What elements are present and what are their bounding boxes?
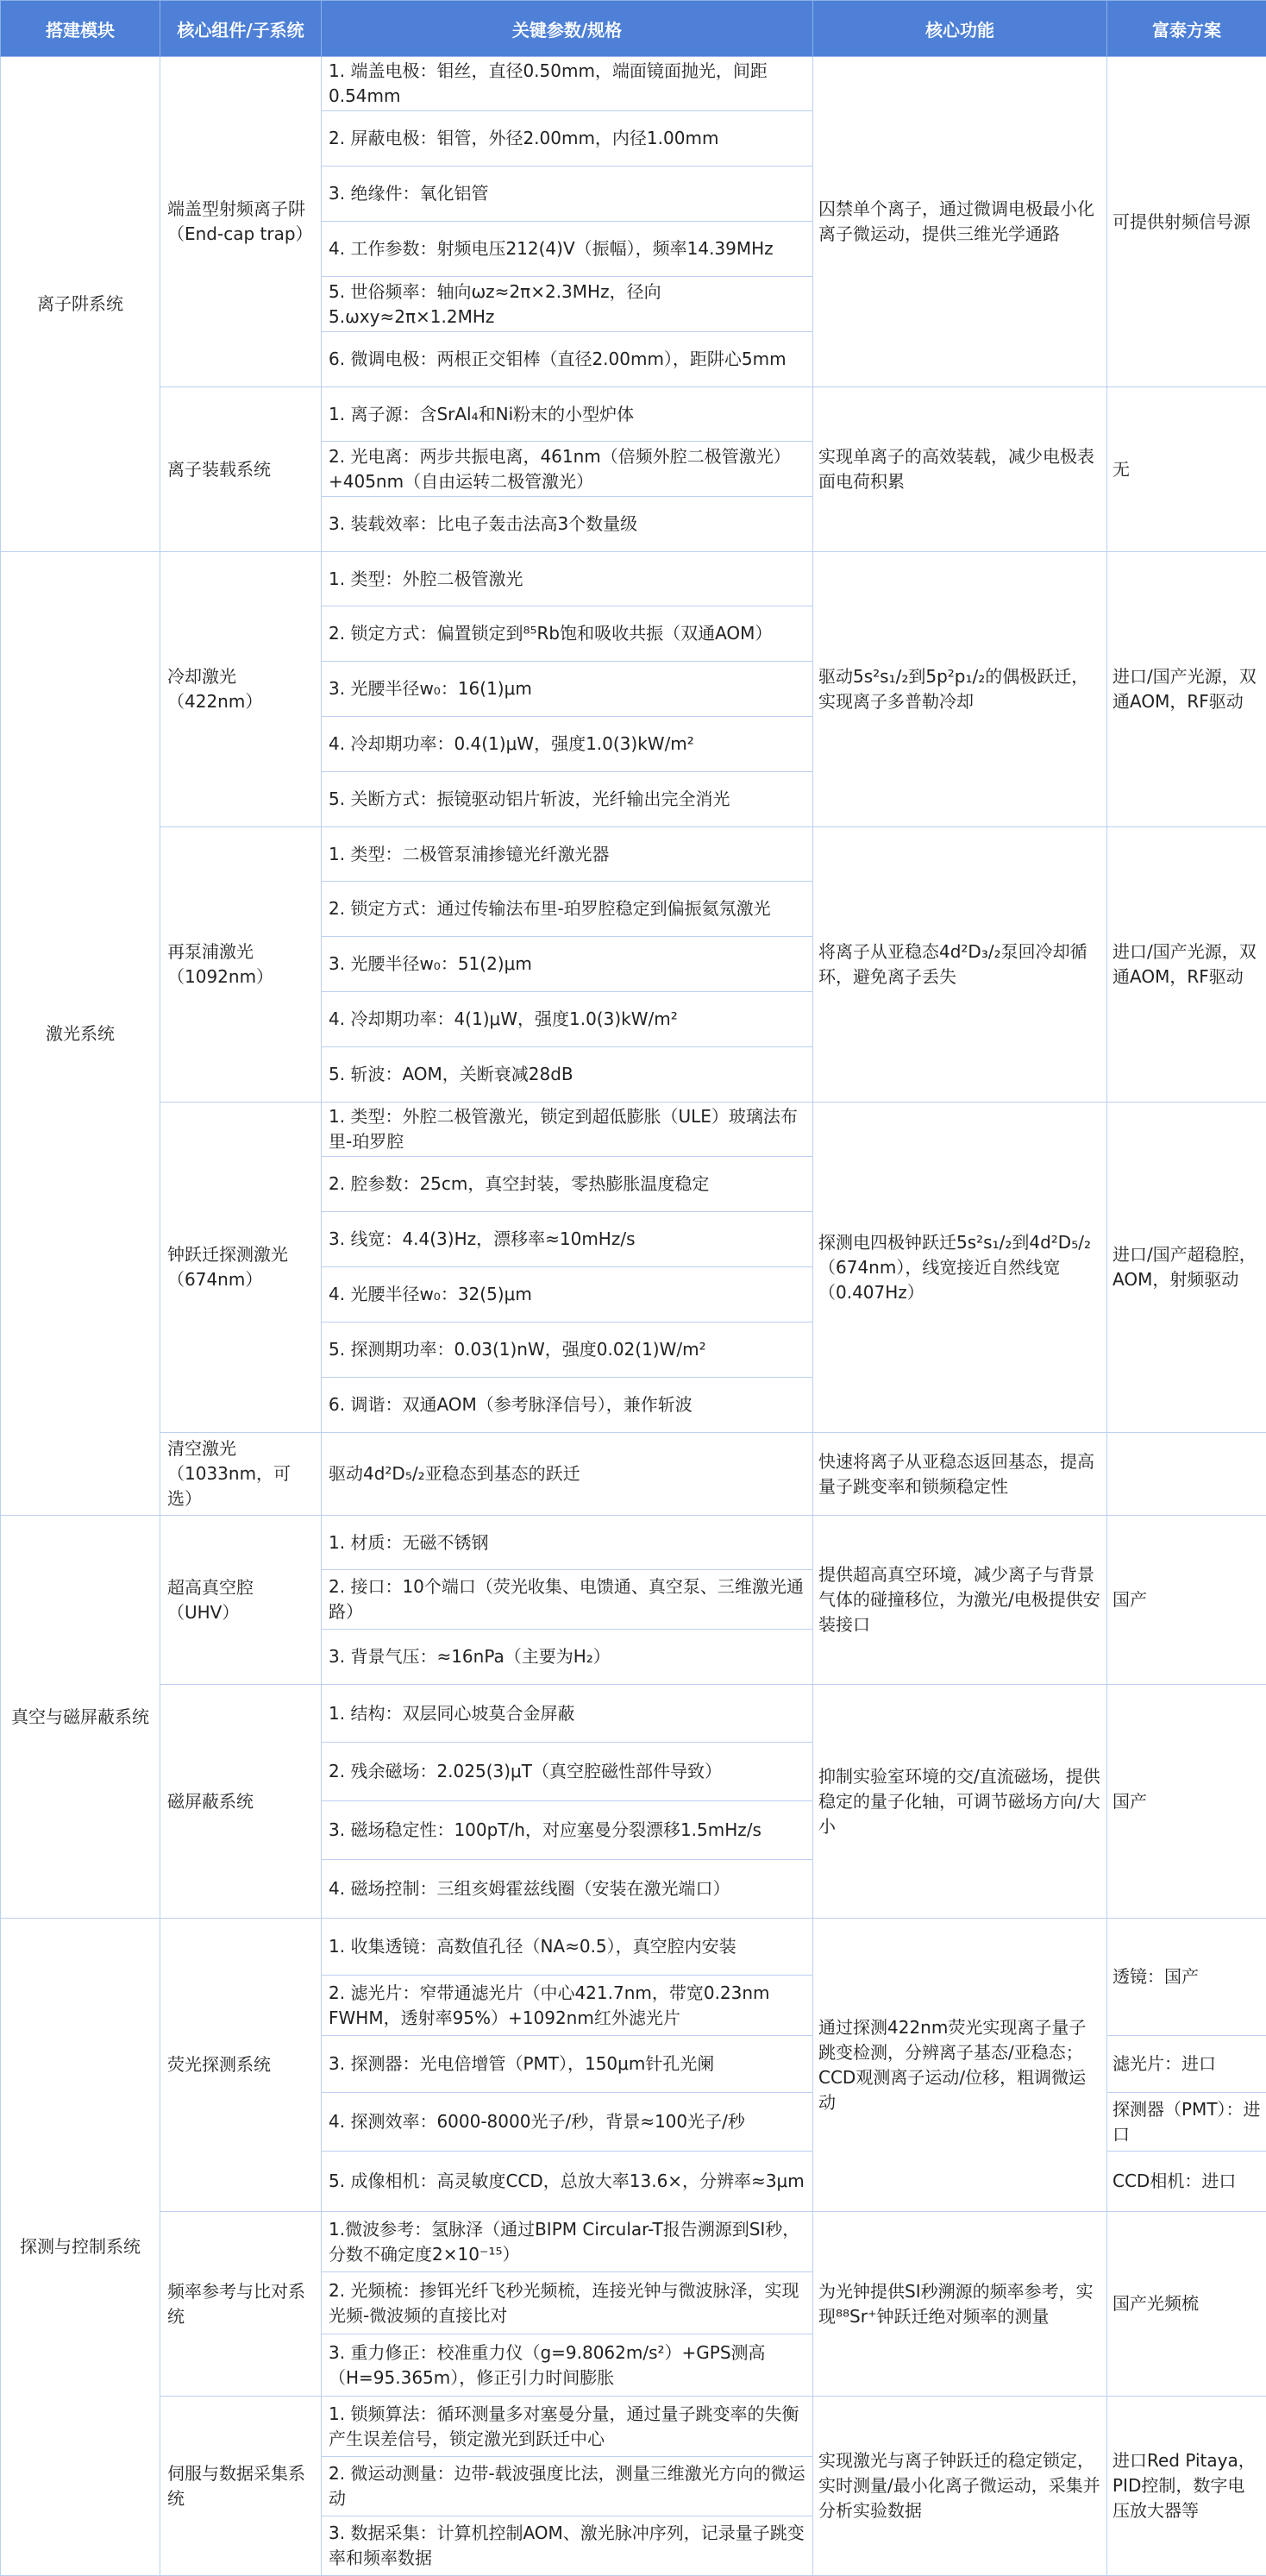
solution-cell: 进口/国产光源，双通AOM，RF驱动 bbox=[1107, 827, 1266, 1103]
table-row bbox=[1, 1433, 1266, 1516]
param-cell: 1. 结构：双层同心坡莫合金屏蔽 bbox=[322, 1685, 813, 1743]
col-header-component: 核心组件/子系统 bbox=[160, 1, 322, 57]
solution-cell bbox=[1107, 1433, 1266, 1516]
param-cell: 2. 腔参数：25cm，真空封装，零热膨胀温度稳定 bbox=[322, 1157, 813, 1212]
param-cell: 4. 探测效率：6000-8000光子/秒，背景≈100光子/秒 bbox=[322, 2093, 813, 2152]
param-cell: 2. 微运动测量：边带-载波强度比法，测量三维激光方向的微运动 bbox=[322, 2457, 813, 2516]
param-cell: 3. 装载效率：比电子轰击法高3个数量级 bbox=[322, 497, 813, 552]
param-cell: 3. 磁场稳定性：100pT/h，对应塞曼分裂漂移1.5mHz/s bbox=[322, 1801, 813, 1860]
param-cell: 4. 冷却期功率：0.4(1)μW，强度1.0(3)kW/m² bbox=[322, 717, 813, 772]
param-cell: 5. 关断方式：振镜驱动铝片斩波，光纤输出完全消光 bbox=[322, 772, 813, 827]
param-cell: 驱动4d²D₅/₂亚稳态到基态的跃迁 bbox=[322, 1433, 813, 1516]
param-cell: 4. 光腰半径w₀：32(5)μm bbox=[322, 1267, 813, 1323]
param-cell: 1. 类型：外腔二极管激光 bbox=[322, 552, 813, 606]
param-cell: 1. 端盖电极：钼丝，直径0.50mm，端面镜面抛光，间距0.54mm bbox=[322, 57, 813, 111]
param-cell: 1. 类型：二极管泵浦掺镱光纤激光器 bbox=[322, 827, 813, 882]
table-row bbox=[1, 1103, 1266, 1157]
param-cell: 4. 磁场控制：三组亥姆霍兹线圈（安装在激光端口） bbox=[322, 1860, 813, 1919]
component-cell: 频率参考与比对系统 bbox=[160, 2212, 322, 2397]
function-cell: 将离子从亚稳态4d²D₃/₂泵回冷却循环，避免离子丢失 bbox=[813, 827, 1107, 1103]
component-cell: 冷却激光（422nm） bbox=[160, 552, 322, 827]
table-row bbox=[1, 2397, 1266, 2457]
param-cell: 3. 线宽：4.4(3)Hz，漂移率≈10mHz/s bbox=[322, 1212, 813, 1267]
param-cell: 5. 探测期功率：0.03(1)nW，强度0.02(1)W/m² bbox=[322, 1323, 813, 1378]
param-cell: 1. 材质：无磁不锈钢 bbox=[322, 1516, 813, 1570]
param-cell: 2. 光频梳：掺铒光纤飞秒光频梳，连接光钟与微波脉泽，实现光频-微波频的直接比对 bbox=[322, 2272, 813, 2334]
solution-cell: 国产 bbox=[1107, 1685, 1266, 1919]
table-row bbox=[1, 57, 1266, 111]
param-cell: 3. 探测器：光电倍增管（PMT），150μm针孔光阑 bbox=[322, 2036, 813, 2093]
function-cell: 实现单离子的高效装载，减少电极表面电荷积累 bbox=[813, 387, 1107, 552]
param-cell: 1. 离子源：含SrAl₄和Ni粉末的小型炉体 bbox=[322, 387, 813, 442]
solution-cell: 探测器（PMT）：进口 bbox=[1107, 2093, 1266, 2152]
col-header-params: 关键参数/规格 bbox=[322, 1, 813, 57]
col-header-function: 核心功能 bbox=[813, 1, 1107, 57]
component-cell: 端盖型射频离子阱（End-cap trap） bbox=[160, 57, 322, 387]
module-cell: 探测与控制系统 bbox=[1, 1919, 160, 2576]
param-cell: 4. 冷却期功率：4(1)μW，强度1.0(3)kW/m² bbox=[322, 992, 813, 1047]
param-cell: 2. 屏蔽电极：钼管，外径2.00mm，内径1.00mm bbox=[322, 111, 813, 166]
solution-cell: 进口/国产光源，双通AOM，RF驱动 bbox=[1107, 552, 1266, 827]
param-cell: 3. 光腰半径w₀：16(1)μm bbox=[322, 662, 813, 717]
solution-cell: 可提供射频信号源 bbox=[1107, 57, 1266, 387]
param-cell: 5. 斩波：AOM，关断衰减28dB bbox=[322, 1047, 813, 1103]
param-cell: 6. 微调电极：两根正交钼棒（直径2.00mm），距阱心5mm bbox=[322, 332, 813, 387]
param-cell: 2. 锁定方式：通过传输法布里-珀罗腔稳定到偏振氦氖激光 bbox=[322, 882, 813, 937]
component-cell: 离子装载系统 bbox=[160, 387, 322, 552]
table-row bbox=[1, 387, 1266, 442]
param-cell: 3. 数据采集：计算机控制AOM、激光脉冲序列，记录量子跳变率和频率数据 bbox=[322, 2516, 813, 2576]
col-header-solution: 富泰方案 bbox=[1107, 1, 1266, 57]
function-cell: 提供超高真空环境，减少离子与背景气体的碰撞移位，为激光/电极提供安装接口 bbox=[813, 1516, 1107, 1685]
param-cell: 2. 残余磁场：2.025(3)μT（真空腔磁性部件导致） bbox=[322, 1743, 813, 1801]
table-row bbox=[1, 827, 1266, 882]
function-cell: 抑制实验室环境的交/直流磁场，提供稳定的量子化轴，可调节磁场方向/大小 bbox=[813, 1685, 1107, 1919]
component-cell: 清空激光（1033nm，可选） bbox=[160, 1433, 322, 1516]
solution-cell: 进口/国产超稳腔，AOM，射频驱动 bbox=[1107, 1103, 1266, 1433]
function-cell: 快速将离子从亚稳态返回基态，提高量子跳变率和锁频稳定性 bbox=[813, 1433, 1107, 1516]
param-cell: 5. 世俗频率：轴向ωz≈2π×2.3MHz，径向5.ωxy≈2π×1.2MHz bbox=[322, 277, 813, 332]
param-cell: 3. 背景气压：≈16nPa（主要为H₂） bbox=[322, 1630, 813, 1685]
table-row bbox=[1, 1516, 1266, 1570]
solution-cell: 国产 bbox=[1107, 1516, 1266, 1685]
table-row bbox=[1, 552, 1266, 606]
table-row bbox=[1, 1919, 1266, 1976]
solution-cell: 滤光片：进口 bbox=[1107, 2036, 1266, 2093]
function-cell: 实现激光与离子钟跃迁的稳定锁定，实时测量/最小化离子微运动，采集并分析实验数据 bbox=[813, 2397, 1107, 2576]
param-cell: 3. 绝缘件：氧化铝管 bbox=[322, 166, 813, 222]
param-cell: 2. 接口：10个端口（荧光收集、电馈通、真空泵、三维激光通路） bbox=[322, 1570, 813, 1630]
param-cell: 2. 滤光片：窄带通滤光片（中心421.7nm，带宽0.23nm FWHM，透射率95%）+1092nm红外滤光片 bbox=[322, 1976, 813, 2036]
component-cell: 钟跃迁探测激光（674nm） bbox=[160, 1103, 322, 1433]
solution-cell: CCD相机：进口 bbox=[1107, 2152, 1266, 2212]
param-cell: 1. 类型：外腔二极管激光，锁定到超低膨胀（ULE）玻璃法布里-珀罗腔 bbox=[322, 1103, 813, 1157]
param-cell: 5. 成像相机：高灵敏度CCD，总放大率13.6×，分辨率≈3μm bbox=[322, 2152, 813, 2212]
component-cell: 超高真空腔（UHV） bbox=[160, 1516, 322, 1685]
solution-cell: 透镜：国产 bbox=[1107, 1919, 1266, 2036]
table-row bbox=[1, 1685, 1266, 1743]
function-cell: 囚禁单个离子，通过微调电极最小化离子微运动，提供三维光学通路 bbox=[813, 57, 1107, 387]
module-cell: 激光系统 bbox=[1, 552, 160, 1516]
param-cell: 1. 锁频算法：循环测量多对塞曼分量，通过量子跳变率的失衡产生误差信号，锁定激光到跃迁中心 bbox=[322, 2397, 813, 2457]
function-cell: 探测电四极钟跃迁5s²s₁/₂到4d²D₅/₂（674nm），线宽接近自然线宽（0.407Hz） bbox=[813, 1103, 1107, 1433]
param-cell: 2. 光电离：两步共振电离，461nm（倍频外腔二极管激光）+405nm（自由运转二极管激光） bbox=[322, 442, 813, 497]
param-cell: 3. 重力修正：校准重力仪（g=9.8062m/s²）+GPS测高（H=95.365m），修正引力时间膨胀 bbox=[322, 2334, 813, 2397]
param-cell: 2. 锁定方式：偏置锁定到⁸⁵Rb饱和吸收共振（双通AOM） bbox=[322, 606, 813, 662]
solution-cell: 进口Red Pitaya，PID控制，数字电压放大器等 bbox=[1107, 2397, 1266, 2576]
module-cell: 离子阱系统 bbox=[1, 57, 160, 552]
component-cell: 再泵浦激光（1092nm） bbox=[160, 827, 322, 1103]
param-cell: 1. 收集透镜：高数值孔径（NA≈0.5），真空腔内安装 bbox=[322, 1919, 813, 1976]
table-row bbox=[1, 2212, 1266, 2272]
module-cell: 真空与磁屏蔽系统 bbox=[1, 1516, 160, 1919]
component-cell: 磁屏蔽系统 bbox=[160, 1685, 322, 1919]
function-cell: 通过探测422nm荧光实现离子量子跳变检测，分辨离子基态/亚稳态；CCD观测离子运动/位移，粗调微运动 bbox=[813, 1919, 1107, 2212]
solution-cell: 无 bbox=[1107, 387, 1266, 552]
param-cell: 6. 调谐：双通AOM（参考脉泽信号），兼作斩波 bbox=[322, 1378, 813, 1433]
param-cell: 4. 工作参数：射频电压212(4)V（振幅），频率14.39MHz bbox=[322, 222, 813, 277]
col-header-module: 搭建模块 bbox=[1, 1, 160, 57]
solution-cell: 国产光频梳 bbox=[1107, 2212, 1266, 2397]
param-cell: 3. 光腰半径w₀：51(2)μm bbox=[322, 937, 813, 992]
function-cell: 驱动5s²s₁/₂到5p²p₁/₂的偶极跃迁，实现离子多普勒冷却 bbox=[813, 552, 1107, 827]
component-cell: 荧光探测系统 bbox=[160, 1919, 322, 2212]
function-cell: 为光钟提供SI秒溯源的频率参考，实现⁸⁸Sr⁺钟跃迁绝对频率的测量 bbox=[813, 2212, 1107, 2397]
header-row bbox=[1, 1, 1266, 57]
component-cell: 伺服与数据采集系统 bbox=[160, 2397, 322, 2576]
param-cell: 1.微波参考：氢脉泽（通过BIPM Circular-T报告溯源到SI秒，分数不确定度2×10⁻¹⁵） bbox=[322, 2212, 813, 2272]
